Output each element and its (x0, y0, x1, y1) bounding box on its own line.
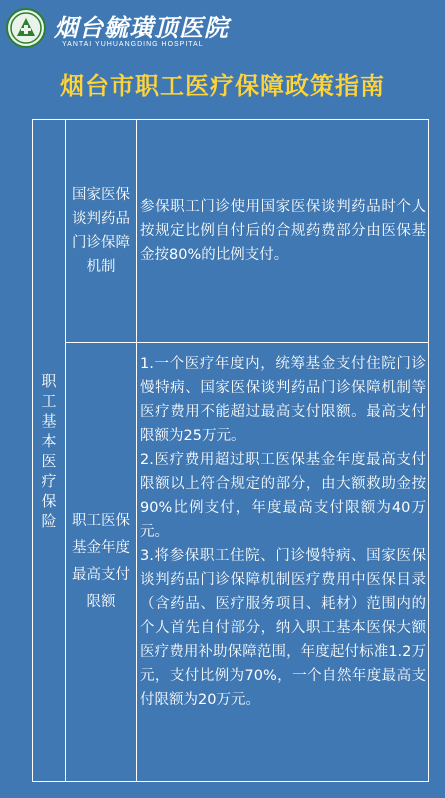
table-row-description (137, 120, 428, 342)
table-row-item (66, 343, 136, 781)
page-title: 烟台市职工医疗保障政策指南 (60, 72, 385, 100)
header (0, 0, 445, 62)
category-cell (33, 120, 65, 781)
table-row-item (66, 120, 136, 342)
description-point: 3.将参保职工住院、门诊慢特病、国家医保谈判药品门诊保障机制医疗费用中医保目录（含药品、医疗服务项目、耗材）范围内的个人首先自付部分，纳入职工基本医保大额医疗费用补助保障范围，年度起付标准1.2万元，支付比例为70%，一个自然年度最高支付限额为20万元。 (140, 548, 426, 708)
table-row-description (137, 344, 428, 712)
policy-table (32, 119, 429, 782)
item-label: 国家医保谈判药品门诊保障机制 (72, 187, 130, 275)
hospital-emblem-icon (6, 8, 46, 48)
description-text: 参保职工门诊使用国家医保谈判药品时个人按规定比例自付后的合规药费部分由医保基金按80%的比例支付。 (140, 199, 426, 263)
hospital-name-en: YANTAI YUHUANGDING HOSPITAL (62, 41, 204, 48)
description-point: 2.医疗费用超过职工医保基金年度最高支付限额以上符合规定的部分，由大额救助金按90%比例支付，年度最高支付限额为40万元。 (140, 452, 426, 540)
hospital-name: 烟台毓璜顶医院 (54, 13, 229, 42)
item-label: 职工医保基金年度最高支付限额 (72, 513, 130, 610)
description-point: 1.一个医疗年度内，统筹基金支付住院门诊慢特病、国家医保谈判药品门诊保障机制等医疗费用不能超过最高支付限额。最高支付限额为25万元。 (140, 356, 426, 444)
category-label: 职工基本医疗保险 (41, 371, 57, 530)
